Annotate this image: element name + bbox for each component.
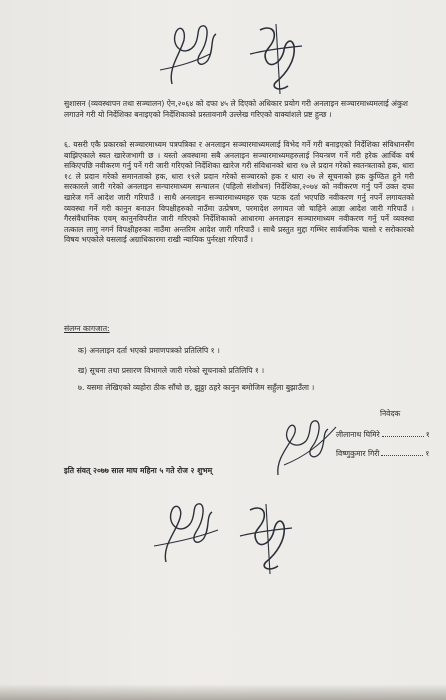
signatory-1-suffix: १ xyxy=(425,430,430,439)
paragraph-6: ६. यसरी एकै प्रकारको सञ्चारमाध्यम पत्रपत्रिका र अनलाइन सञ्चारमाध्यमलाई विभेद गर्ने गरी बनाइएको निर्देशिका संविधानसँग बाझिएकाले स्वत खारेजभागी छ । यस्तो अवस्थामा सबै अनलाइन सञ्चारमाध्यमहरुलाई नियन्त्रण गर्ने गरी हरेक आर्थिक वर्ष सकिएपछि नवीकरण गर्नु पर्ने गरी जारी गरिएको निर्देशिका खारेज गरी संविधानको धारा १७ ले प्रदान गरेको स्वतन्त्रताको हक, धारा १८ ले प्रदान गरेको समानताको हक, धारा १९ले प्रदान गरेको सञ्चारको हक र धारा २७ ले सूचनाको हक कुण्ठित हुने गरी सरकारले जारी गरेको अनलाइन सन्चारमाध्यम सन्चालन (पहिलो संशोधन) निर्देशिका,२०७४ को नवीकरण गर्नु पर्ने उक्त दफा खारेज गर्ने आदेश जारी गरिपाउँ । साथै अनलाइन सञ्चारमाध्यमहरु एक पटक दर्ता भएपछि नवीकरण गर्नु नपर्ने लगायतको व्यवस्था गर्ने गरी कानुन बनाउन विपक्षीहरुको नाउँमा उत्प्रेषण, परमादेश लगायत जो चाहिने आज्ञा आदेश जारी गरिपाउँ । गैरसंवैधानिक एवम् कानुनविपरीत जारी गरिएको निर्देशिकाको आधारमा अनलाइन सञ्चारमाध्यम नवीकरण गर्नु पर्ने व्यवस्था तत्काल लागु नगर्न विपक्षीहरुका नाउँमा अन्तरिम आदेश जारी गरिपाउँ । साथै प्रस्तुत मुद्दा गम्भिर सार्वजनिक चासो र सरोकारको विषय भएकोले यसलाई अग्राधिकारमा राखी न्यायिक पुर्नरक्षा गरिपाउँ । xyxy=(64,140,414,245)
top-signature-left xyxy=(150,10,230,95)
applicant-signature xyxy=(264,405,344,485)
top-signature-right xyxy=(246,20,306,100)
annex-item-2: ख) सूचना तथा प्रसारण विभागले जारी गरेको सूचनाको प्रतिलिपि १ । xyxy=(78,366,265,375)
signatory-2-suffix: १ xyxy=(425,449,430,458)
paragraph-5-end: सुशासन (व्यवस्थापन तथा सञ्चालन) ऐन,२०६४ को दफा ४५ ले दिएको अधिकार प्रयोग गरी अनलाइन सञ्चारमाध्यमलाई अंकुश लगाउने गरी यो निर्देशिका बनाइएको निर्देशिकाको प्रस्तावनामै उल्लेख गरिएको वाक्यांशले प्रष्ट हुन्छ । xyxy=(64,99,408,119)
page-bottom-shadow xyxy=(0,684,446,700)
annex-item-1: क) अनलाइन दर्ता भएको प्रमाणपत्रको प्रतिलिपि १ । xyxy=(78,346,220,355)
applicant-label: निवेदक xyxy=(380,409,401,418)
signatory-2-name: विष्णुकुमार गिरी xyxy=(336,449,380,458)
bottom-signature-left xyxy=(148,488,238,573)
annex-heading: संलग्न कागजात: xyxy=(64,324,110,333)
signatory-2 xyxy=(336,447,429,460)
signatory-1-name: लीलानाथ घिमिरे xyxy=(336,430,380,439)
date-line: इति संवत् २०७७ साल माघ महिना ५ गते रोज २ शुभम् xyxy=(64,466,213,475)
bottom-signature-right xyxy=(236,500,296,580)
signatory-1 xyxy=(336,428,430,441)
signature-line-1 xyxy=(382,428,424,437)
signature-line-2 xyxy=(381,447,423,456)
paragraph-7: ७. यसमा लेखिएको व्यहोरा ठीक साँचो छ, झुठ्ठा ठहरे कानुन बमोजिम सहुँला बुझाउँला । xyxy=(78,383,315,392)
